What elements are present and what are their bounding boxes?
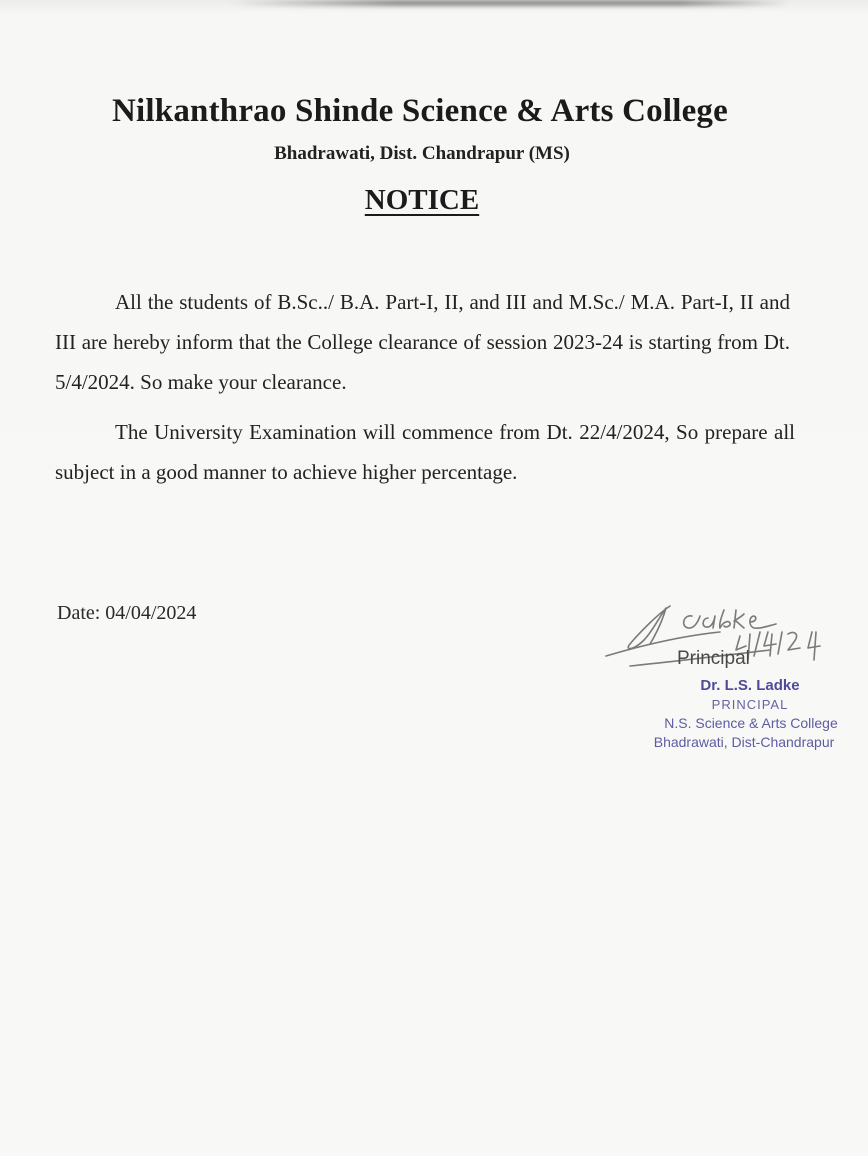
- stamp-location: Bhadrawati, Dist-Chandrapur: [653, 734, 835, 750]
- notice-date: Date: 04/04/2024: [57, 602, 197, 624]
- college-name: Nilkanthrao Shinde Science & Arts College: [112, 93, 728, 129]
- stamp-name: Dr. L.S. Ladke: [700, 677, 800, 694]
- principal-label: Principal: [677, 648, 750, 669]
- scan-shadow: [230, 0, 790, 6]
- stamp-institution: N.S. Science & Arts College: [664, 715, 838, 731]
- college-address: Bhadrawati, Dist. Chandrapur (MS): [274, 143, 570, 164]
- notice-title: NOTICE: [364, 184, 480, 216]
- stamp-designation: PRINCIPAL: [711, 697, 789, 712]
- notice-paragraph-examination: The University Examination will commence from Dt. 22/4/2024, So prepare all subject in a good manner to achieve higher percentage.: [55, 420, 795, 484]
- notice-paragraph-clearance: All the students of B.Sc../ B.A. Part-I, II, and III and M.Sc./ M.A. Part-I, II and III are hereby inform that the College clearance of session 2023-24 is starting from Dt. 5/4/2024. So make your clearance.: [55, 290, 790, 394]
- principal-stamp: [600, 676, 860, 752]
